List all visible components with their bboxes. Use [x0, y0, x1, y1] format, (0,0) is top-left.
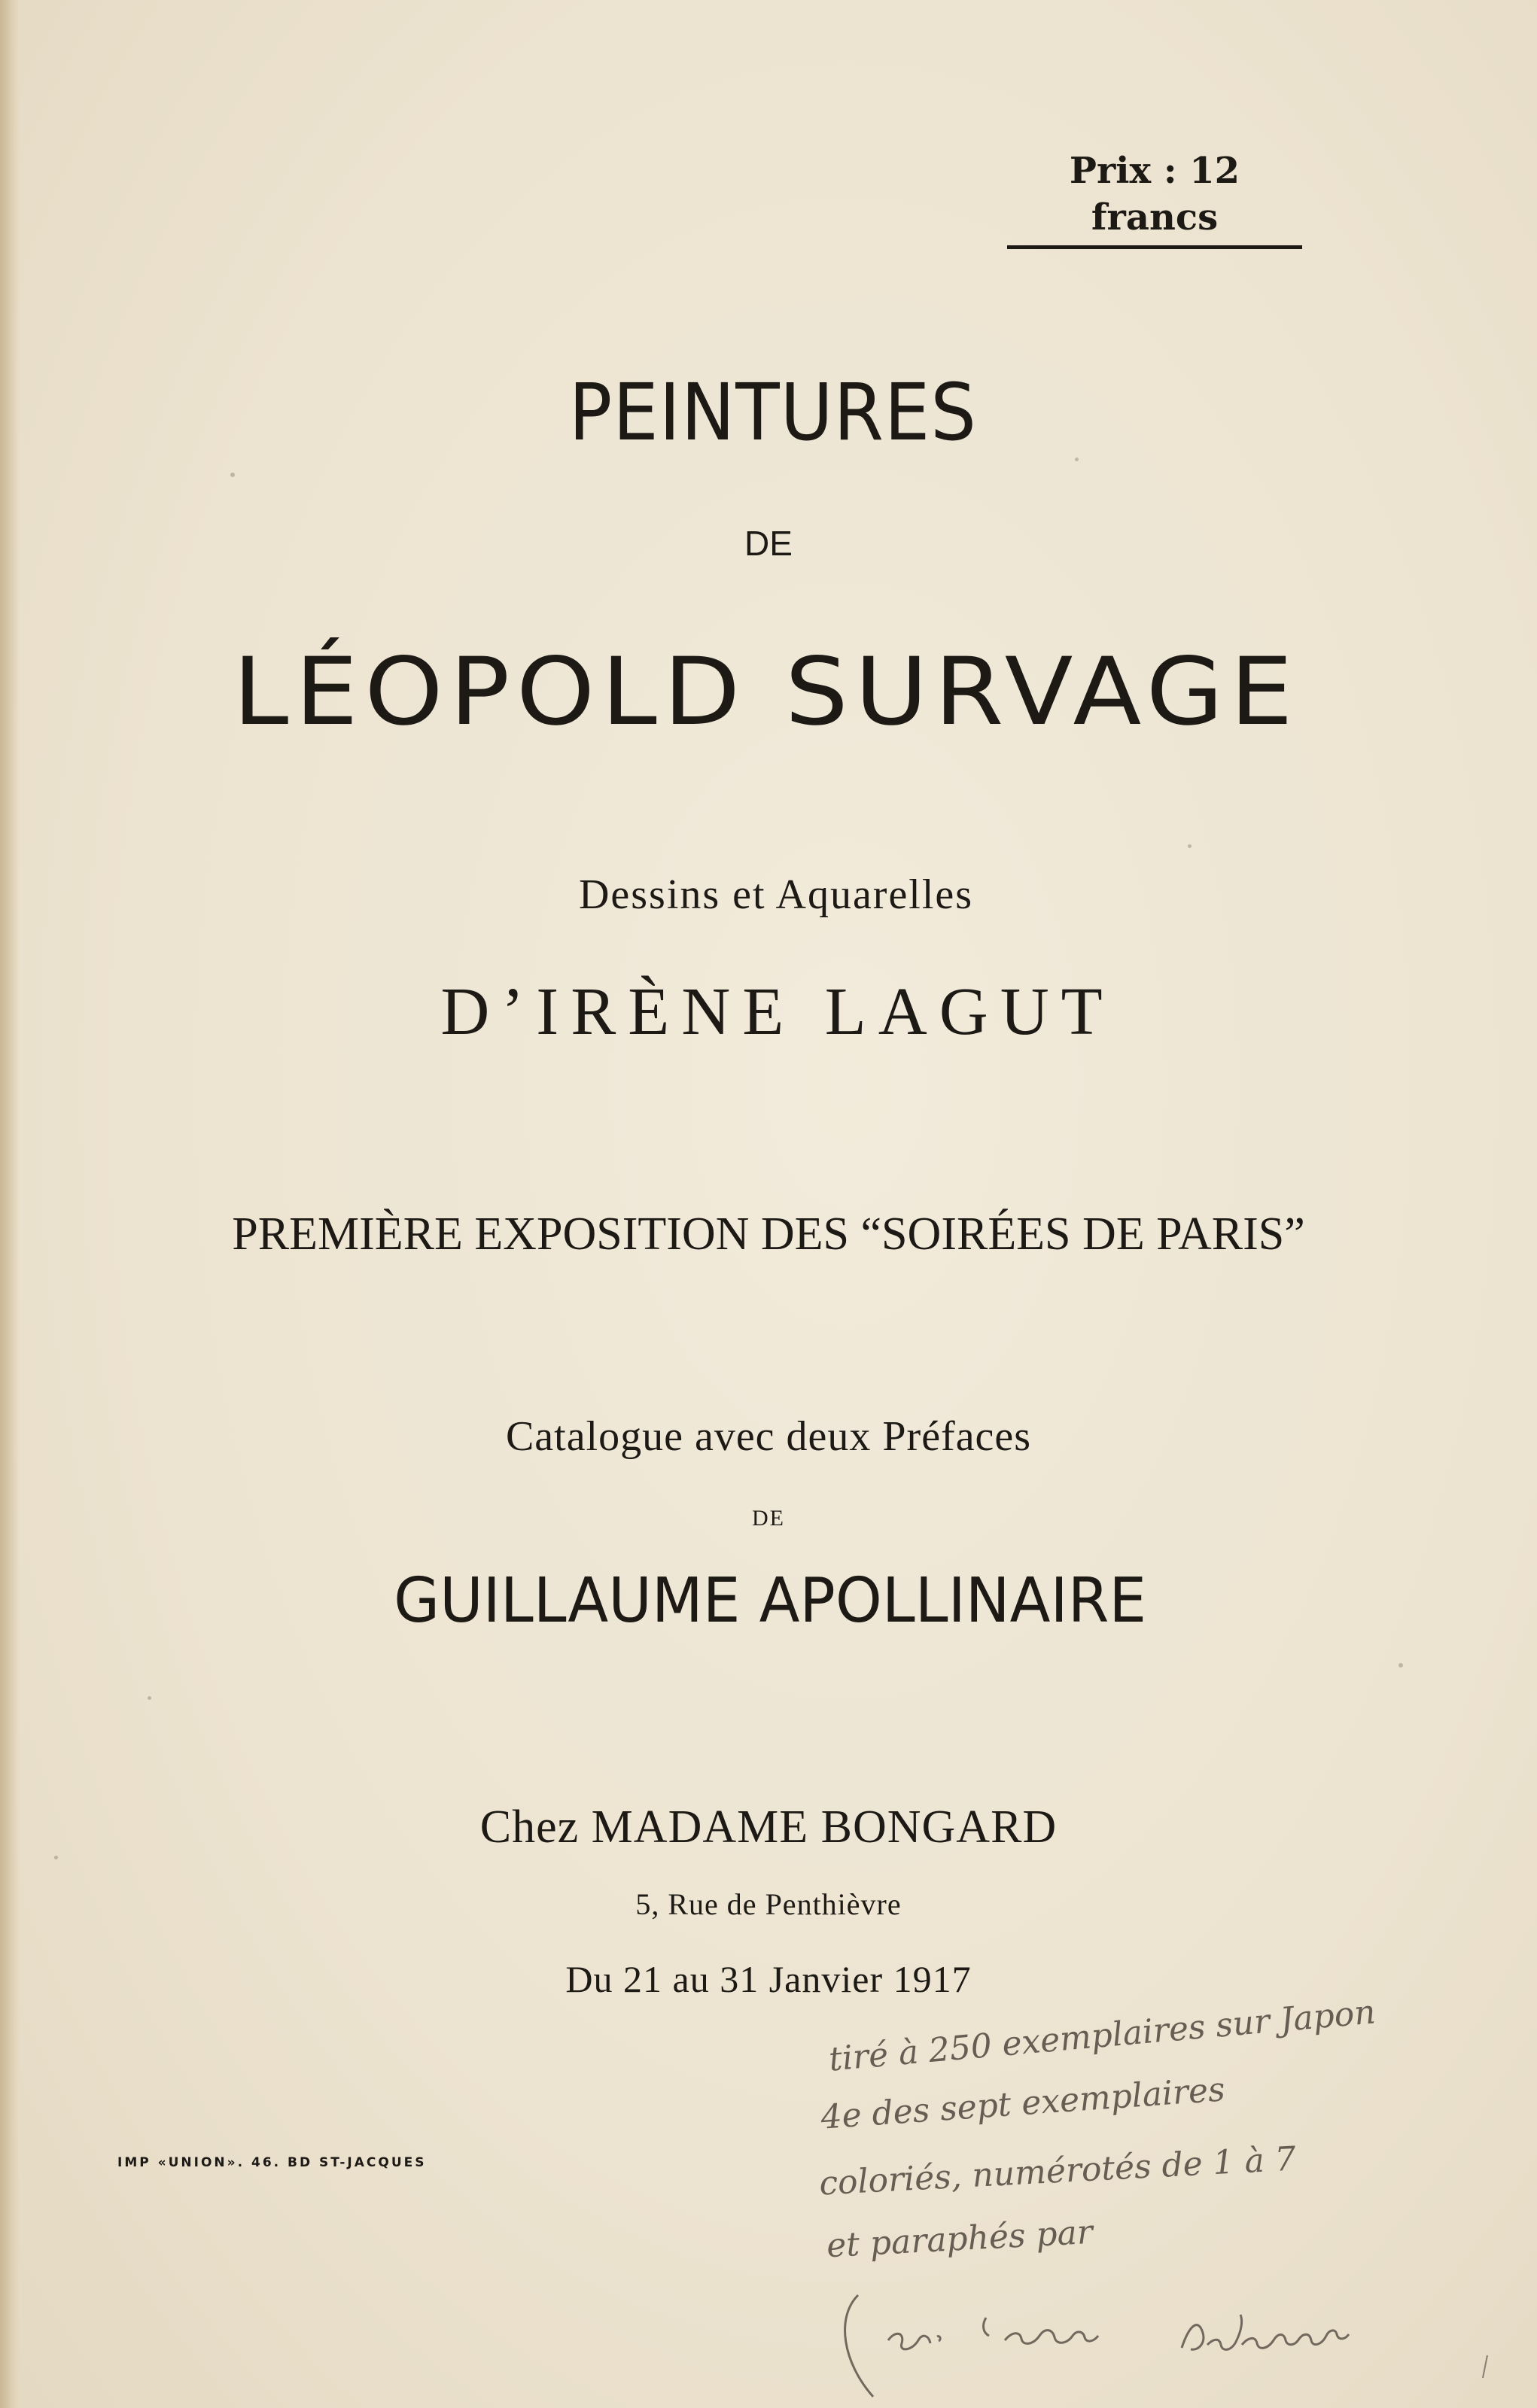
handwritten-inscription [805, 1994, 1528, 2400]
artist-name-lagut: D’IRÈNE LAGUT [440, 974, 1115, 1049]
title-peintures: PEINTURES [568, 366, 977, 458]
paper-speck [230, 473, 235, 477]
paper-speck [1075, 458, 1079, 461]
paper-speck [54, 1856, 58, 1859]
author-name-apollinaire: GUILLAUME APOLLINAIRE [394, 1565, 1147, 1637]
handwritten-line-1: tiré à 250 exemplaires sur Japon [827, 1993, 1377, 2079]
subtitle-dessins: Dessins et Aquarelles [578, 871, 974, 918]
exhibition-title: PREMIÈRE EXPOSITION DES “SOIRÉES DE PARIS” [232, 1209, 1305, 1260]
page-edge-shadow [0, 0, 20, 2408]
title-de: DE [744, 524, 793, 563]
handwritten-line-3: coloriés, numérotés de 1 à 7 [818, 2139, 1297, 2203]
handwritten-line-2: 4e des sept exemplaires [819, 2070, 1227, 2137]
exhibition-dates: Du 21 au 31 Janvier 1917 [565, 1958, 972, 2000]
paper-speck [1188, 844, 1192, 848]
venue-address: 5, Rue de Penthièvre [635, 1887, 902, 1921]
artist-name-survage: LÉOPOLD SURVAGE [233, 638, 1300, 746]
price-label: Prix : 12 francs [1007, 147, 1302, 249]
venue-name: Chez MADAME BONGARD [479, 1801, 1058, 1853]
paper-speck [148, 1696, 151, 1700]
printer-imprint: IMP «UNION». 46. BD ST-JACQUES [117, 2155, 427, 2170]
catalogue-line: Catalogue avec deux Préfaces [505, 1413, 1032, 1460]
signature-scrawl [805, 2265, 1528, 2400]
paper-speck [1399, 1663, 1403, 1668]
catalogue-de: DE [752, 1506, 785, 1531]
handwritten-line-4: et paraphés par [825, 2212, 1094, 2266]
